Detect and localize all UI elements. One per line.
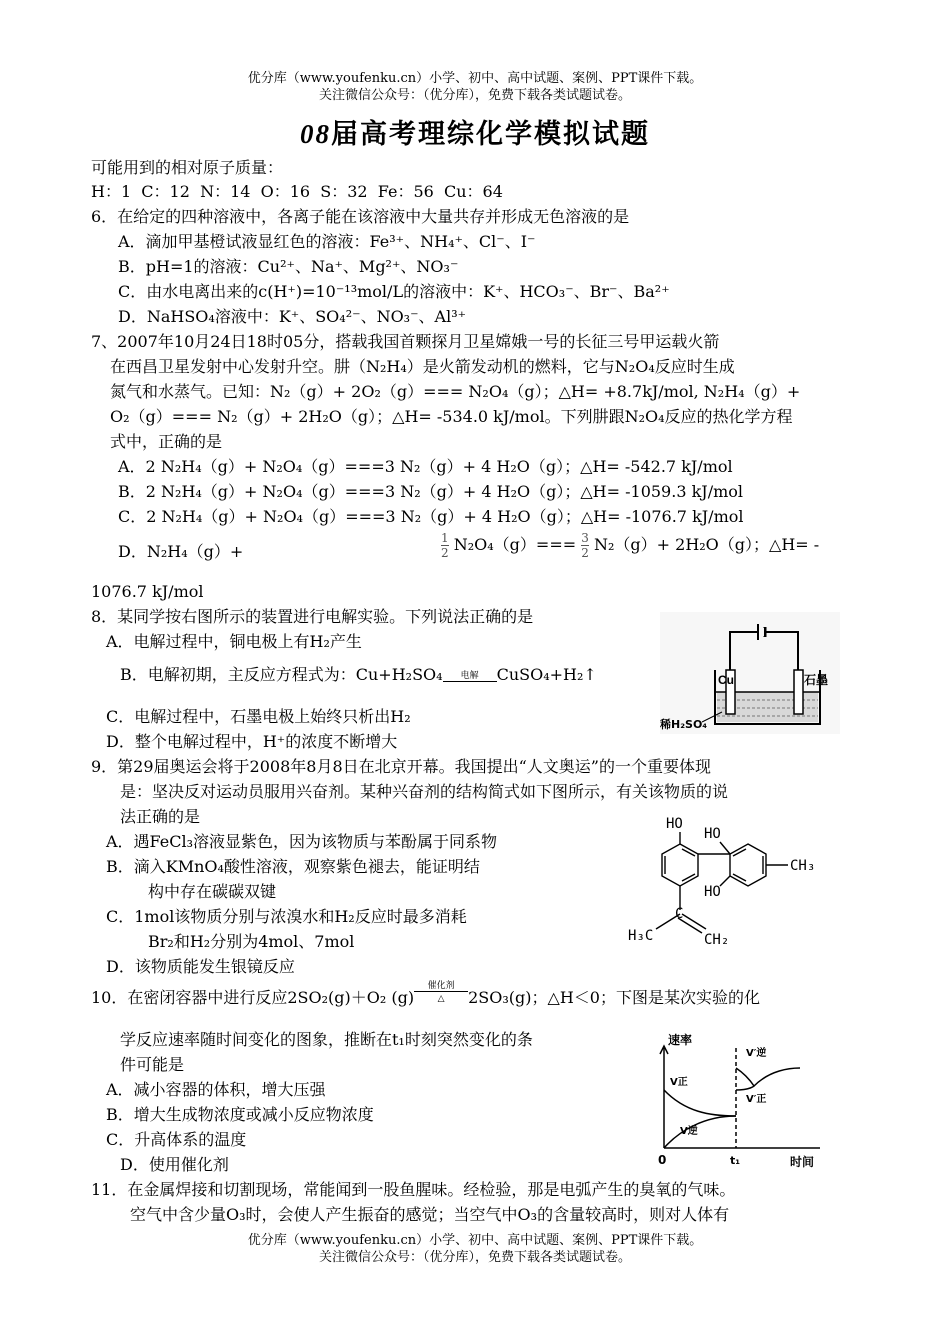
q9-line-2: 是：坚决反对运动员服用兴奋剂。某种兴奋剂的结构简式如下图所示，有关该物质的说	[120, 782, 729, 801]
q7-option-a: A．2 N₂H₄（g）+ N₂O₄（g）===3 N₂（g）+ 4 H₂O（g）；△H= -542.7 kJ/mol	[118, 457, 733, 476]
q10-line-3: 件可能是	[120, 1055, 185, 1074]
header-line-1: 优分库（www.youfenku.cn）小学、初中、高中试题、案例、PPT课件下载。	[247, 71, 703, 86]
footer-line-2: 关注微信公众号：（优分库），免费下载各类试题试卷。	[318, 1250, 631, 1265]
q10-option-a: A．减小容器的体积，增大压强	[106, 1080, 326, 1099]
q6-stem: 6．在给定的四种溶液中，各离子能在该溶液中大量共存并形成无色溶液的是	[91, 207, 630, 226]
q10-l1-prefix: 10．在密闭容器中进行反应2SO₂(g)＋O₂ (g)	[91, 988, 415, 1007]
atomic-mass-label: 可能用到的相对原子质量：	[91, 158, 284, 177]
forward-rate-label: V正	[670, 1077, 688, 1088]
origin-label: 0	[658, 1153, 667, 1167]
q8-option-b	[120, 664, 597, 686]
q8-option-a: A．电解过程中，铜电极上有H₂产生	[106, 632, 362, 651]
new-forward-rate-curve	[736, 1086, 754, 1090]
q7-line-3: 氮气和水蒸气。已知：N₂（g）+ 2O₂（g）=== N₂O₄（g）；△H= +8.7kJ/mol, N₂H₄（g）+	[110, 382, 801, 401]
new-reverse-rate-label: V′逆	[746, 1048, 767, 1059]
q10-line-2: 学反应速率随时间变化的图象，推断在t₁时刻突然变化的条	[120, 1030, 533, 1049]
left-benzene-ring	[662, 844, 698, 886]
y-axis-label: 速率	[668, 1033, 693, 1047]
electrolysis-condition	[443, 671, 497, 685]
condition-line	[443, 681, 497, 685]
q7-option-d-tail: 1076.7 kJ/mol	[91, 582, 204, 601]
q7-option-d-equation	[441, 531, 819, 560]
methyl-left-label: H₃C	[628, 928, 654, 944]
q7-d-middle: N₂O₄（g）===	[453, 535, 577, 554]
methyl-label: CH₃	[790, 858, 816, 874]
sulfuric-acid-label: 稀H₂SO₄	[660, 718, 708, 731]
q6-option-b: B．pH=1的溶液：Cu²⁺、Na⁺、Mg²⁺、NO₃⁻	[118, 257, 459, 276]
hydroxyl-label-2: HO	[704, 826, 721, 842]
q11-line-1: 11．在金属焊接和切割现场，常能闻到一股鱼腥味。经检验，那是电弧产生的臭氧的气味。	[91, 1180, 736, 1199]
q9-option-c-line-1: C．1mol该物质分别与浓溴水和H₂反应时最多消耗	[106, 907, 467, 926]
rate-time-graph	[650, 1030, 830, 1170]
q7-line-5: 式中，正确的是	[110, 432, 223, 451]
q8-b-suffix: CuSO₄+H₂↑	[496, 665, 597, 684]
q8-option-d: D．整个电解过程中，H⁺的浓度不断增大	[106, 732, 398, 751]
q9-line-3: 法正确的是	[120, 807, 201, 826]
q8-stem: 8．某同学按右图所示的装置进行电解实验。下列说法正确的是	[91, 607, 534, 626]
q9-option-a: A．遇FeCl₃溶液显紫色，因为该物质与苯酚属于同系物	[106, 832, 498, 851]
fraction-numerator: 1	[441, 531, 449, 545]
q10-l1-suffix: 2SO₃(g)；△H＜0；下图是某次实验的化	[468, 988, 760, 1007]
page-title	[0, 112, 950, 151]
q7-option-b: B．2 N₂H₄（g）+ N₂O₄（g）===3 N₂（g）+ 4 H₂O（g）；△H= -1059.3 kJ/mol	[118, 482, 744, 501]
graphite-label: 石墨	[804, 673, 829, 687]
q9-option-b-line-1: B．滴入KMnO₄酸性溶液，观察紫色褪去，能证明结	[106, 857, 480, 876]
q7-line-2: 在西昌卫星发射中心发射升空。肼（N₂H₄）是火箭发动机的燃料，它与N₂O₄反应时生成	[110, 357, 735, 376]
q7-line-4: O₂（g）=== N₂（g）+ 2H₂O（g）；△H= -534.0 kJ/mol。下列肼跟N₂O₄反应的热化学方程	[110, 407, 793, 426]
q7-option-d-prefix: D．N₂H₄（g）+	[118, 542, 244, 561]
q9-line-1: 9．第29届奥运会将于2008年8月8日在北京开幕。我国提出“人文奥运”的一个重要体现	[91, 757, 711, 776]
q10-option-d: D．使用催化剂	[120, 1155, 229, 1174]
q7-d-suffix: N₂（g）+ 2H₂O（g）；△H= -	[593, 535, 820, 554]
methylene-label: CH₂	[704, 932, 730, 948]
reverse-rate-label: V逆	[680, 1126, 698, 1137]
q10-option-b: B．增大生成物浓度或减小反应物浓度	[106, 1105, 374, 1124]
q7-line-1: 7、2007年10月24日18时05分，搭载我国首颗探月卫星嫦娥一号的长征三号甲运载火箭	[91, 332, 720, 351]
fraction-three-halves	[581, 531, 589, 560]
t1-label: t₁	[730, 1154, 741, 1167]
q7-option-c: C．2 N₂H₄（g）+ N₂O₄（g）===3 N₂（g）+ 4 H₂O（g）；△H= -1076.7 kJ/mol	[118, 507, 744, 526]
reverse-rate-curve	[664, 1116, 736, 1148]
new-forward-rate-label: V′正	[746, 1094, 767, 1105]
title-year: 08	[300, 119, 331, 149]
q11-line-2: 空气中含少量O₃时，会使人产生振奋的感觉；当空气中O₃的含量较高时，则对人体有	[130, 1205, 730, 1224]
fraction-numerator: 3	[581, 531, 589, 545]
carbon-label: C	[675, 906, 684, 922]
q9-option-d: D．该物质能发生银镜反应	[106, 957, 295, 976]
fraction-one-half	[441, 531, 449, 560]
hydroxyl-label-3: HO	[704, 884, 721, 900]
condition-label: 电解	[460, 671, 479, 681]
header-line-2: 关注微信公众号：（优分库），免费下载各类试题试卷。	[318, 88, 631, 103]
x-axis-label: 时间	[790, 1155, 815, 1169]
catalyst-condition	[414, 981, 468, 1004]
footer-line-1: 优分库（www.youfenku.cn）小学、初中、高中试题、案例、PPT课件下载。	[247, 1233, 703, 1248]
atomic-mass-values: H：1 C：12 N：14 O：16 S：32 Fe：56 Cu：64	[91, 182, 503, 201]
graphite-electrode	[794, 670, 803, 714]
electrolysis-apparatus-figure	[660, 612, 840, 734]
q6-option-d: D．NaHSO₄溶液中：K⁺、SO₄²⁻、NO₃⁻、Al³⁺	[118, 307, 467, 326]
forward-rate-curve	[664, 1090, 736, 1116]
title-text: 届高考理综化学模拟试题	[331, 119, 650, 150]
condition-label: 催化剂	[427, 981, 455, 991]
copper-label: Cu	[718, 673, 734, 687]
hydroxyl-label-1: HO	[666, 816, 683, 832]
q8-option-c: C．电解过程中，石墨电极上始终只析出H₂	[106, 707, 411, 726]
new-reverse-rate-curve	[736, 1068, 800, 1086]
q8-b-prefix: B．电解初期，主反应方程式为：Cu+H₂SO₄	[120, 665, 443, 684]
fraction-denominator: 2	[441, 546, 449, 560]
right-benzene-ring	[730, 844, 766, 886]
q9-option-c-line-2: Br₂和H₂分别为4mol、7mol	[148, 932, 355, 951]
condition-heat: △	[437, 994, 445, 1004]
stimulant-structure-figure	[620, 814, 840, 954]
q10-line-1	[91, 981, 760, 1009]
q10-option-c: C．升高体系的温度	[106, 1130, 247, 1149]
q6-option-c: C．由水电离出来的c(H⁺)=10⁻¹³mol/L的溶液中：K⁺、HCO₃⁻、Br⁻、Ba²⁺	[118, 282, 670, 301]
q6-option-a: A．滴加甲基橙试液显红色的溶液：Fe³⁺、NH₄⁺、Cl⁻、I⁻	[118, 232, 536, 251]
q9-option-b-line-2: 构中存在碳碳双键	[148, 882, 277, 901]
fraction-denominator: 2	[581, 546, 589, 560]
